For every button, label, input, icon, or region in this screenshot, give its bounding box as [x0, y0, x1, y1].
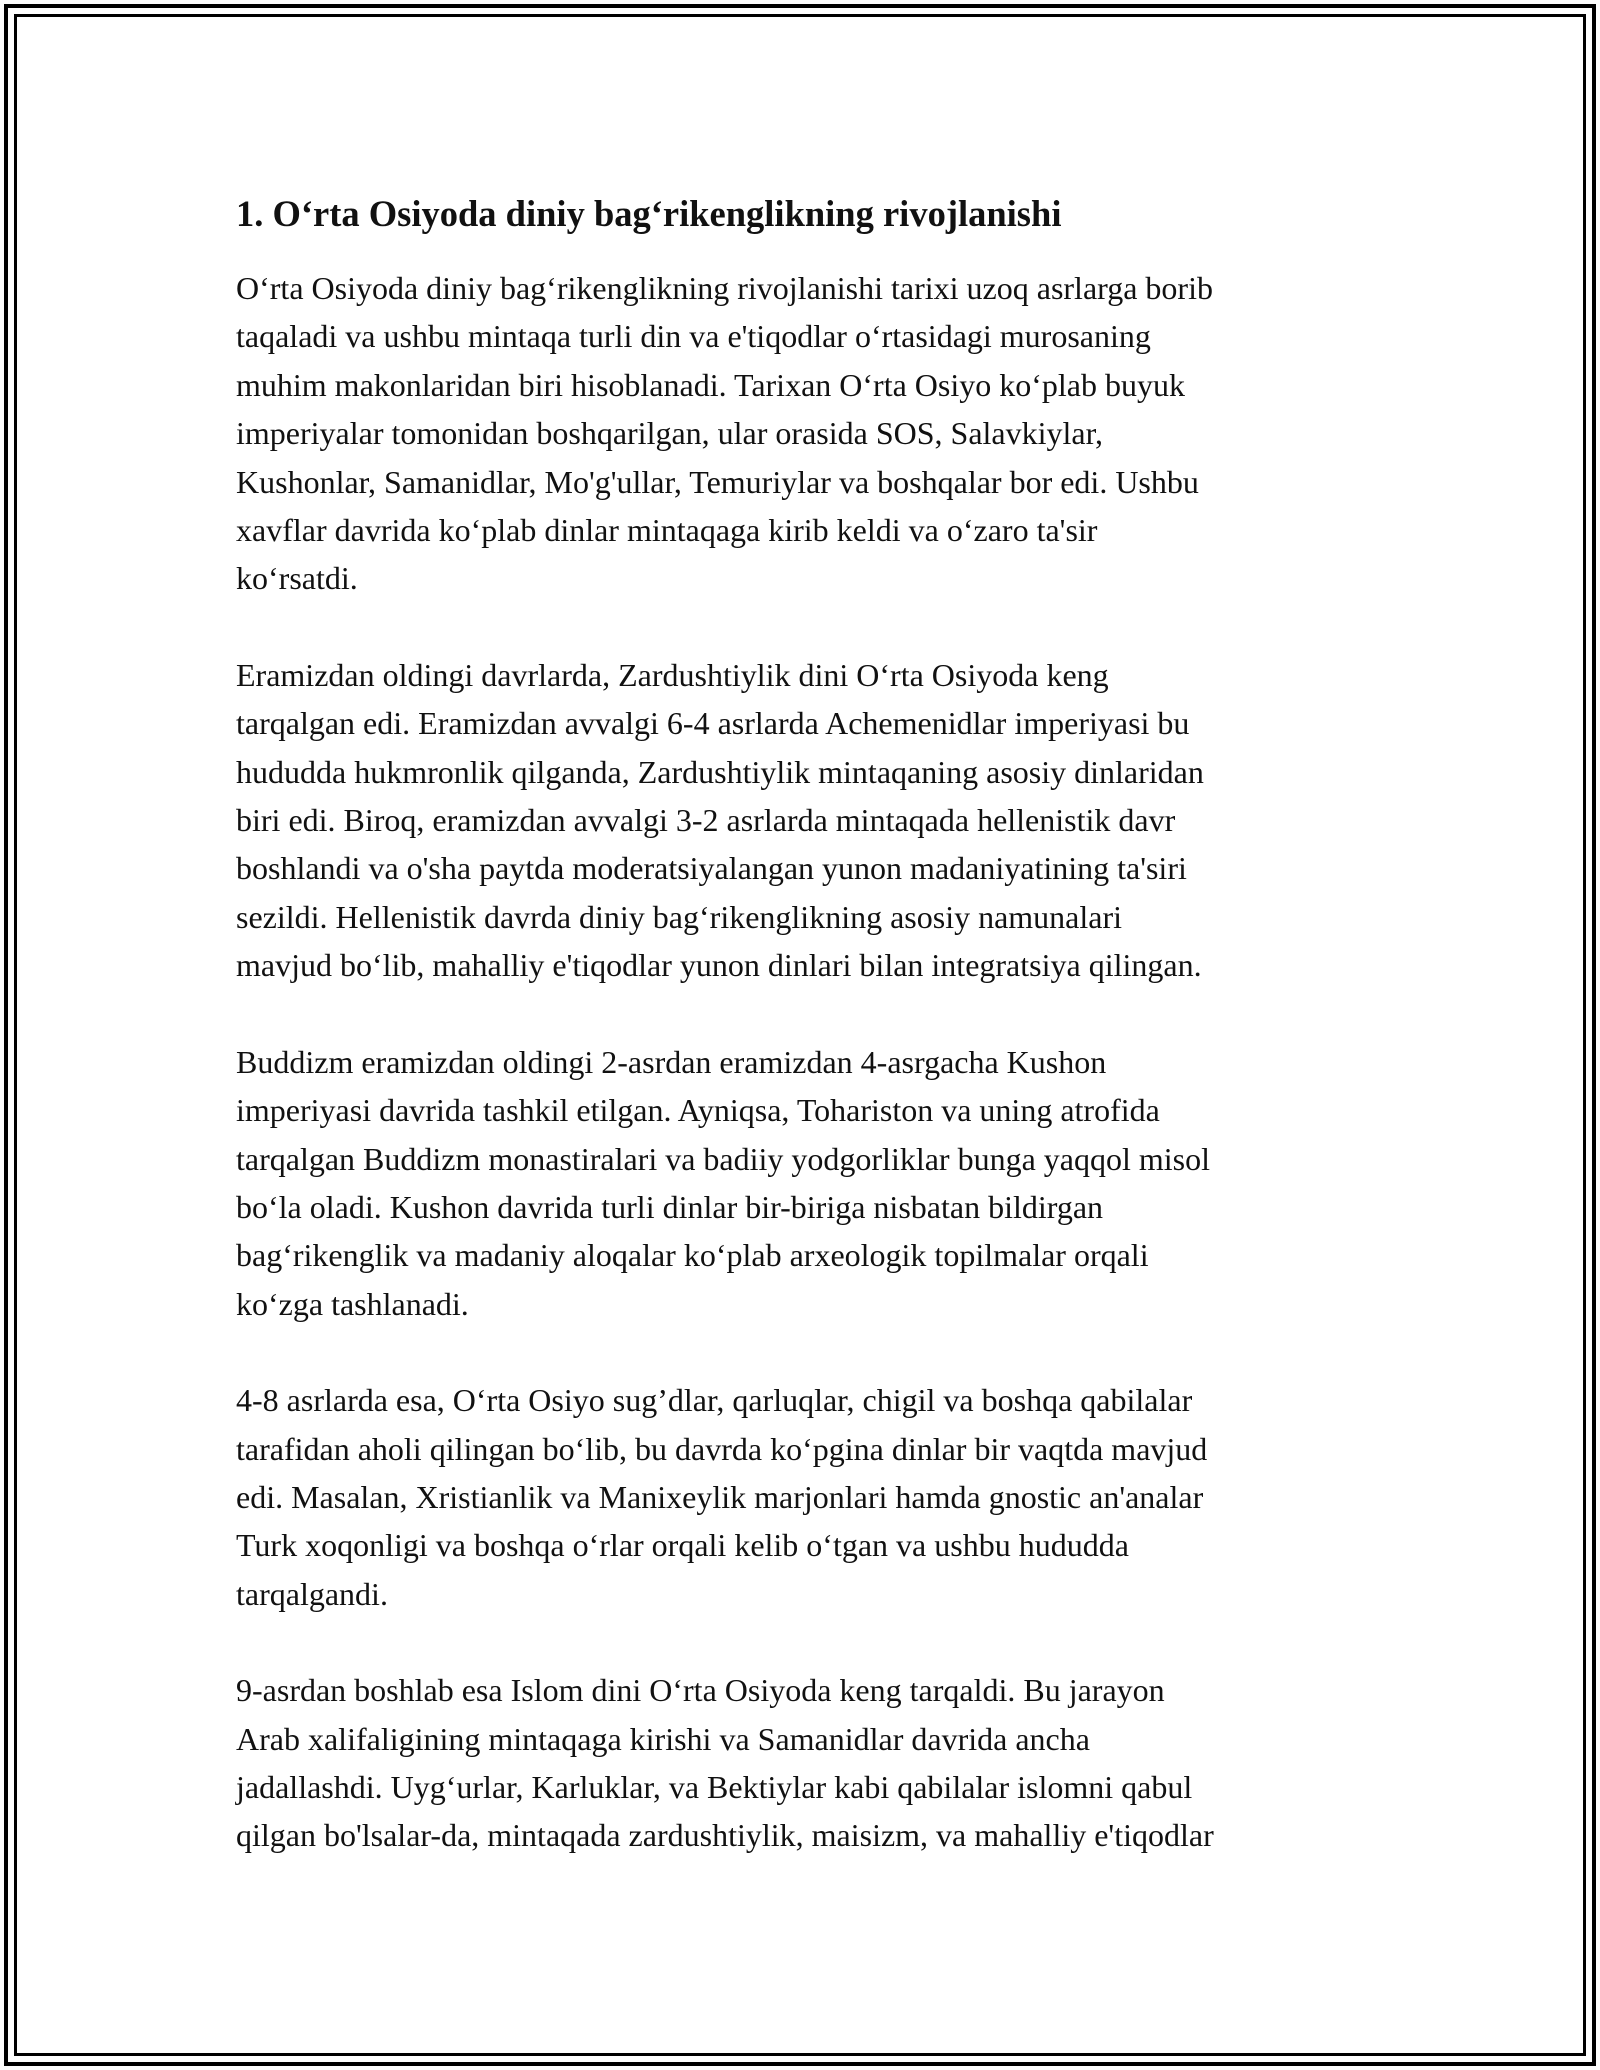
text-line: ko‘rsatdi.	[236, 560, 358, 597]
paragraph	[236, 1376, 1386, 1618]
text-line: mavjud bo‘lib, mahalliy e'tiqodlar yunon dinlari bilan integratsiya qilingan.	[236, 947, 1202, 984]
paragraph	[236, 1038, 1386, 1328]
text-line: Kushonlar, Samanidlar, Mo'g'ullar, Temuriylar va boshqalar bor edi. Ushbu	[236, 463, 1199, 500]
paragraph	[236, 264, 1386, 603]
text-line: jadallashdi. Uyg‘urlar, Karluklar, va Bektiylar kabi qabilalar islomni qabul	[236, 1768, 1193, 1805]
text-line: tarqalgan edi. Eramizdan avvalgi 6-4 asrlarda Achemenidlar imperiyasi bu	[236, 705, 1190, 742]
document-body	[236, 186, 1386, 1860]
paragraph	[236, 651, 1386, 990]
paragraph	[236, 1666, 1386, 1860]
text-line: Eramizdan oldingi davrlarda, Zardushtiylik dini O‘rta Osiyoda keng	[236, 656, 1109, 693]
section-heading: 1. O‘rta Osiyoda diniy bag‘rikenglikning rivojlanishi	[236, 193, 1062, 234]
text-line: edi. Masalan, Xristianlik va Manixeylik marjonlari hamda gnostic an'analar	[236, 1478, 1204, 1515]
text-line: 9-asrdan boshlab esa Islom dini O‘rta Osiyoda keng tarqaldi. Bu jarayon	[236, 1672, 1165, 1709]
text-line: bo‘la oladi. Kushon davrida turli dinlar bir-biriga nisbatan bildirgan	[236, 1188, 1104, 1225]
text-line: tarqalgan Buddizm monastiralari va badiiy yodgorliklar bunga yaqqol misol	[236, 1140, 1210, 1177]
text-line: qilgan bo'lsalar-da, mintaqada zardushtiylik, maisizm, va mahalliy e'tiqodlar	[236, 1817, 1214, 1854]
text-line: tarqalgandi.	[236, 1575, 388, 1612]
text-line: sezildi. Hellenistik davrda diniy bag‘rikenglikning asosiy namunalari	[236, 898, 1123, 935]
text-line: imperiyalar tomonidan boshqarilgan, ular orasida SOS, Salavkiylar,	[236, 415, 1103, 452]
text-line: biri edi. Biroq, eramizdan avvalgi 3-2 asrlarda mintaqada hellenistik davr	[236, 802, 1176, 839]
text-line: bag‘rikenglik va madaniy aloqalar ko‘plab arxeologik topilmalar orqali	[236, 1237, 1149, 1274]
text-line: Turk xoqonligi va boshqa o‘rlar orqali kelib o‘tgan va ushbu hududda	[236, 1527, 1129, 1564]
text-line: boshlandi va o'sha paytda moderatsiyalangan yunon madaniyatining ta'siri	[236, 850, 1187, 887]
text-line: 4-8 asrlarda esa, O‘rta Osiyo sug’dlar, qarluqlar, chigil va boshqa qabilalar	[236, 1382, 1193, 1419]
text-line: tarafidan aholi qilingan bo‘lib, bu davrda ko‘pgina dinlar bir vaqtda mavjud	[236, 1430, 1208, 1467]
text-line: Buddizm eramizdan oldingi 2-asrdan eramizdan 4-asrgacha Kushon	[236, 1043, 1107, 1080]
text-line: taqaladi va ushbu mintaqa turli din va e'tiqodlar o‘rtasidagi murosaning	[236, 318, 1151, 355]
text-line: O‘rta Osiyoda diniy bag‘rikenglikning rivojlanishi tarixi uzoq asrlarga borib	[236, 270, 1213, 306]
text-line: ko‘zga tashlanadi.	[236, 1285, 469, 1322]
text-line: Arab xalifaligining mintaqaga kirishi va Samanidlar davrida ancha	[236, 1720, 1090, 1757]
text-line: muhim makonlaridan biri hisoblanadi. Tarixan O‘rta Osiyo ko‘plab buyuk	[236, 366, 1185, 403]
text-line: xavflar davrida ko‘plab dinlar mintaqaga kirib keldi va o‘zaro ta'sir	[236, 512, 1098, 549]
text-line: hududda hukmronlik qilganda, Zardushtiylik mintaqaning asosiy dinlaridan	[236, 753, 1204, 790]
text-line: imperiyasi davrida tashkil etilgan. Ayniqsa, Tohariston va uning atrofida	[236, 1092, 1160, 1129]
